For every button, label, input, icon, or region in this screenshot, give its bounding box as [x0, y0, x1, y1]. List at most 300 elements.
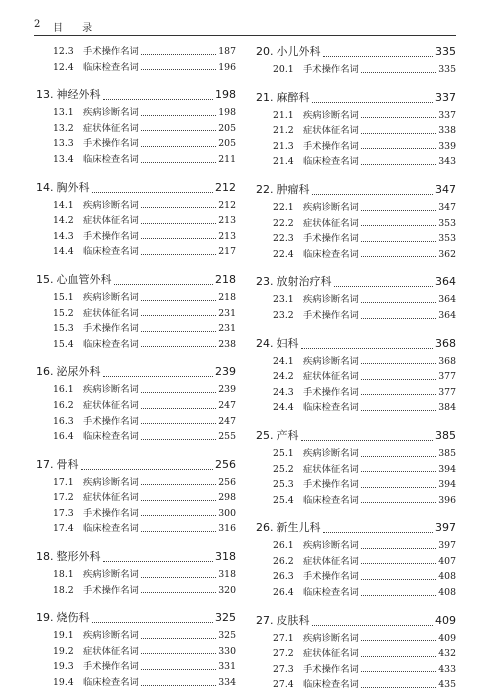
- dot-leader: [141, 237, 216, 239]
- toc-section-heading[interactable]: [36, 456, 236, 474]
- entry-label: 临床检查名词: [83, 338, 139, 350]
- entry-page-number: 205: [218, 138, 236, 150]
- toc-entry[interactable]: [256, 492, 456, 508]
- entry-page-number: 196: [218, 61, 236, 73]
- entry-number: 19.4: [53, 677, 74, 689]
- dot-leader: [323, 55, 434, 57]
- entry-number: 14.2: [53, 215, 74, 227]
- toc-entry[interactable]: [256, 61, 456, 77]
- entry-page-number: 384: [438, 402, 456, 414]
- toc-entry[interactable]: [36, 643, 236, 659]
- entry-number: 24.3: [273, 386, 294, 398]
- toc-entry[interactable]: [36, 59, 236, 75]
- dot-leader: [141, 483, 216, 485]
- section-number: 18.: [36, 550, 54, 564]
- entry-number: 20.1: [273, 64, 294, 75]
- dot-leader: [361, 240, 436, 242]
- entry-page-number: 385: [438, 447, 456, 459]
- entry-number: 26.3: [273, 571, 294, 583]
- dot-leader: [361, 501, 436, 503]
- entry-label: 手术操作名词: [83, 46, 139, 57]
- toc-entry[interactable]: [36, 428, 236, 444]
- toc-section-heading[interactable]: [36, 86, 236, 104]
- dot-leader: [141, 530, 216, 532]
- entry-page-number: 238: [218, 338, 236, 350]
- entry-page-number: 335: [438, 64, 456, 75]
- dot-leader: [92, 191, 214, 193]
- dot-leader: [323, 531, 434, 533]
- toc-entry[interactable]: [256, 630, 456, 646]
- entry-label: 手术操作名词: [83, 661, 139, 673]
- entry-label: 疾病诊断名词: [83, 476, 139, 488]
- entry-page-number: 256: [218, 476, 236, 488]
- section-title: 胸外科: [56, 180, 90, 194]
- dot-leader: [141, 345, 216, 347]
- entry-label: 手术操作名词: [303, 571, 359, 583]
- toc-section: [256, 43, 456, 77]
- dot-leader: [361, 547, 436, 549]
- entry-page-number: 247: [218, 399, 236, 411]
- dot-leader: [141, 114, 216, 116]
- entry-label: 疾病诊断名词: [83, 199, 139, 211]
- entry-number: 25.4: [273, 494, 294, 506]
- entry-page-number: 187: [218, 46, 236, 57]
- entry-number: 21.1: [273, 109, 294, 121]
- toc-section: [256, 89, 456, 169]
- dot-leader: [141, 145, 216, 147]
- dot-leader: [92, 621, 214, 623]
- toc-section: [36, 456, 236, 536]
- entry-number: 16.3: [53, 415, 74, 427]
- dot-leader: [361, 470, 436, 472]
- dot-leader: [141, 514, 216, 516]
- toc-entry[interactable]: [256, 368, 456, 384]
- entry-label: 症状体征名词: [83, 122, 139, 134]
- dot-leader: [81, 468, 214, 470]
- entry-page-number: 377: [438, 371, 456, 383]
- entry-label: 症状体征名词: [83, 645, 139, 657]
- entry-page-number: 231: [218, 307, 236, 319]
- entry-label: 临床检查名词: [83, 677, 139, 689]
- entry-label: 疾病诊断名词: [83, 569, 139, 581]
- section-number: 16.: [36, 365, 54, 379]
- dot-leader: [103, 375, 214, 377]
- toc-entry[interactable]: [36, 305, 236, 321]
- entry-number: 16.2: [53, 399, 74, 411]
- entry-label: 手术操作名词: [83, 230, 139, 242]
- entry-number: 22.3: [273, 233, 294, 245]
- entry-label: 手术操作名词: [303, 479, 359, 491]
- toc-entry[interactable]: [36, 566, 236, 582]
- dot-leader: [361, 301, 436, 303]
- toc-entry[interactable]: [36, 658, 236, 674]
- entry-number: 15.4: [53, 338, 74, 350]
- toc-entry[interactable]: [36, 320, 236, 336]
- dot-leader: [361, 224, 436, 226]
- toc-section: [36, 548, 236, 597]
- entry-label: 临床检查名词: [303, 494, 359, 506]
- section-number: 21.: [256, 90, 274, 104]
- entry-number: 17.1: [53, 476, 74, 488]
- entry-number: 12.3: [53, 46, 74, 57]
- dot-leader: [141, 591, 216, 593]
- entry-page-number: 212: [218, 199, 236, 211]
- dot-leader: [361, 686, 436, 688]
- section-title: 心血管外科: [56, 272, 112, 286]
- entry-page-number: 347: [438, 201, 456, 213]
- dot-leader: [361, 362, 436, 364]
- toc-entry[interactable]: [256, 199, 456, 215]
- toc-entry[interactable]: [256, 661, 456, 677]
- entry-label: 临床检查名词: [303, 248, 359, 260]
- section-page-number: 325: [215, 611, 236, 625]
- section-title: 放射治疗科: [276, 275, 332, 289]
- toc-entry[interactable]: [36, 104, 236, 120]
- entry-number: 21.2: [273, 125, 294, 137]
- toc-entry[interactable]: [36, 197, 236, 213]
- entry-number: 13.1: [53, 107, 74, 119]
- entry-label: 手术操作名词: [303, 140, 359, 152]
- entry-number: 27.1: [273, 632, 294, 644]
- section-page-number: 212: [215, 180, 236, 194]
- entry-page-number: 231: [218, 323, 236, 335]
- dot-leader: [141, 314, 216, 316]
- toc-section: [256, 181, 456, 261]
- entry-label: 疾病诊断名词: [303, 447, 359, 459]
- section-number: 17.: [36, 457, 54, 471]
- entry-page-number: 407: [438, 555, 456, 567]
- toc-entry[interactable]: [256, 584, 456, 600]
- entry-label: 疾病诊断名词: [303, 109, 359, 121]
- dot-leader: [141, 637, 216, 639]
- section-number: 22.: [256, 182, 274, 196]
- section-title: 肿瘤科: [276, 182, 310, 196]
- toc-entry[interactable]: [36, 212, 236, 228]
- dot-leader: [312, 101, 434, 103]
- toc-entry[interactable]: [36, 520, 236, 536]
- entry-page-number: 394: [438, 463, 456, 475]
- entry-label: 临床检查名词: [83, 431, 139, 443]
- entry-label: 手术操作名词: [83, 415, 139, 427]
- dot-leader: [361, 486, 436, 488]
- entry-page-number: 330: [218, 645, 236, 657]
- entry-number: 14.3: [53, 230, 74, 242]
- entry-page-number: 338: [438, 125, 456, 137]
- section-number: 24.: [256, 336, 274, 350]
- section-number: 14.: [36, 180, 54, 194]
- dot-leader: [141, 53, 216, 55]
- toc-entry[interactable]: [256, 291, 456, 307]
- toc-section: [36, 43, 236, 74]
- entry-page-number: 320: [218, 584, 236, 596]
- toc-right-column: [256, 43, 456, 692]
- dot-leader: [141, 68, 216, 70]
- entry-number: 21.3: [273, 140, 294, 152]
- section-number: 19.: [36, 611, 54, 625]
- section-number: 13.: [36, 88, 54, 102]
- dot-leader: [361, 317, 436, 319]
- dot-leader: [103, 560, 214, 562]
- toc-entry[interactable]: [36, 243, 236, 259]
- toc-section: [256, 612, 456, 692]
- entry-page-number: 364: [438, 309, 456, 321]
- dot-leader: [312, 193, 434, 195]
- toc-entry[interactable]: [256, 230, 456, 246]
- section-title: 烧伤科: [56, 611, 90, 625]
- toc-section-heading[interactable]: [36, 548, 236, 566]
- section-title: 皮肤科: [276, 613, 310, 627]
- entry-label: 症状体征名词: [83, 492, 139, 504]
- entry-number: 26.4: [273, 587, 294, 599]
- entry-page-number: 325: [218, 630, 236, 642]
- entry-page-number: 343: [438, 156, 456, 168]
- dot-leader: [141, 391, 216, 393]
- entry-number: 16.4: [53, 431, 74, 443]
- entry-label: 手术操作名词: [303, 386, 359, 398]
- toc-section: [36, 363, 236, 443]
- section-title: 产科: [276, 428, 299, 442]
- dot-leader: [301, 347, 434, 349]
- toc-section: [36, 179, 236, 259]
- dot-leader: [114, 283, 214, 285]
- toc-section-heading[interactable]: [256, 89, 456, 107]
- toc-entry[interactable]: [256, 537, 456, 553]
- toc-entry[interactable]: [36, 43, 236, 59]
- section-number: 27.: [256, 613, 274, 627]
- entry-label: 手术操作名词: [303, 309, 359, 321]
- toc-entry[interactable]: [36, 151, 236, 167]
- toc-entry[interactable]: [256, 384, 456, 400]
- toc-entry[interactable]: [256, 246, 456, 262]
- section-page-number: 318: [215, 550, 236, 564]
- entry-number: 19.3: [53, 661, 74, 673]
- toc-section: [36, 86, 236, 166]
- entry-page-number: 353: [438, 217, 456, 229]
- toc-entry[interactable]: [36, 489, 236, 505]
- dot-leader: [361, 116, 436, 118]
- toc-entry[interactable]: [256, 553, 456, 569]
- dot-leader: [361, 147, 436, 149]
- section-page-number: 385: [435, 428, 456, 442]
- toc-entry[interactable]: [36, 413, 236, 429]
- entry-page-number: 218: [218, 291, 236, 303]
- entry-label: 临床检查名词: [83, 61, 139, 73]
- entry-label: 症状体征名词: [303, 371, 359, 383]
- entry-number: 15.3: [53, 323, 74, 335]
- entry-label: 疾病诊断名词: [83, 384, 139, 396]
- toc-section-heading[interactable]: [256, 273, 456, 291]
- dot-leader: [141, 668, 216, 670]
- page-title: 目 录: [53, 23, 101, 34]
- toc-section-heading[interactable]: [36, 363, 236, 381]
- dot-leader: [141, 161, 216, 163]
- toc-section: [256, 427, 456, 507]
- entry-number: 14.1: [53, 199, 74, 211]
- entry-number: 24.2: [273, 371, 294, 383]
- toc-entry[interactable]: [36, 582, 236, 598]
- section-number: 23.: [256, 275, 274, 289]
- toc-entry[interactable]: [36, 289, 236, 305]
- toc-entry[interactable]: [36, 381, 236, 397]
- entry-page-number: 433: [438, 663, 456, 675]
- toc-entry[interactable]: [36, 474, 236, 490]
- entry-number: 24.1: [273, 355, 294, 367]
- toc-section-heading[interactable]: [256, 612, 456, 630]
- entry-label: 手术操作名词: [83, 584, 139, 596]
- entry-number: 15.1: [53, 291, 74, 303]
- entry-label: 手术操作名词: [83, 138, 139, 150]
- entry-number: 13.2: [53, 122, 74, 134]
- toc-entry[interactable]: [256, 568, 456, 584]
- toc-entry[interactable]: [36, 397, 236, 413]
- toc-entry[interactable]: [36, 674, 236, 690]
- entry-label: 手术操作名词: [83, 507, 139, 519]
- toc-entry[interactable]: [256, 107, 456, 123]
- dot-leader: [361, 163, 436, 165]
- entry-page-number: 408: [438, 587, 456, 599]
- toc-entry[interactable]: [256, 122, 456, 138]
- entry-label: 疾病诊断名词: [303, 201, 359, 213]
- toc-section-heading[interactable]: [36, 271, 236, 289]
- section-number: 15.: [36, 272, 54, 286]
- toc-section: [36, 609, 236, 689]
- toc-section-heading[interactable]: [36, 609, 236, 627]
- entry-label: 症状体征名词: [303, 125, 359, 137]
- section-title: 神经外科: [56, 88, 101, 102]
- entry-label: 疾病诊断名词: [303, 355, 359, 367]
- entry-number: 27.2: [273, 648, 294, 660]
- entry-number: 25.1: [273, 447, 294, 459]
- entry-number: 15.2: [53, 307, 74, 319]
- section-page-number: 239: [215, 365, 236, 379]
- entry-label: 症状体征名词: [303, 217, 359, 229]
- section-title: 小儿外科: [276, 45, 321, 58]
- entry-label: 疾病诊断名词: [303, 632, 359, 644]
- entry-number: 22.2: [273, 217, 294, 229]
- toc-section-heading[interactable]: [256, 427, 456, 445]
- entry-number: 17.3: [53, 507, 74, 519]
- section-page-number: 347: [435, 182, 456, 196]
- section-title: 麻醉科: [276, 90, 310, 104]
- entry-label: 症状体征名词: [83, 215, 139, 227]
- entry-page-number: 255: [218, 431, 236, 443]
- section-title: 骨科: [56, 457, 79, 471]
- toc-entry[interactable]: [256, 353, 456, 369]
- dot-leader: [334, 285, 434, 287]
- toc-entry[interactable]: [36, 505, 236, 521]
- section-number: 25.: [256, 428, 274, 442]
- entry-label: 疾病诊断名词: [83, 630, 139, 642]
- section-page-number: 335: [435, 45, 456, 58]
- dot-leader: [361, 655, 436, 657]
- entry-label: 症状体征名词: [83, 307, 139, 319]
- entry-page-number: 362: [438, 248, 456, 260]
- entry-page-number: 353: [438, 233, 456, 245]
- dot-leader: [141, 652, 216, 654]
- dot-leader: [141, 684, 216, 686]
- dot-leader: [141, 438, 216, 440]
- entry-label: 手术操作名词: [83, 323, 139, 335]
- toc-left-column: [36, 43, 236, 690]
- toc-entry[interactable]: [256, 461, 456, 477]
- toc-entry[interactable]: [36, 120, 236, 136]
- toc-entry[interactable]: [36, 336, 236, 352]
- entry-number: 27.3: [273, 663, 294, 675]
- dot-leader: [141, 407, 216, 409]
- entry-label: 疾病诊断名词: [83, 107, 139, 119]
- entry-page-number: 397: [438, 540, 456, 552]
- dot-leader: [361, 409, 436, 411]
- entry-label: 症状体征名词: [83, 399, 139, 411]
- dot-leader: [301, 439, 434, 441]
- section-number: 20.: [256, 45, 274, 58]
- entry-label: 疾病诊断名词: [303, 540, 359, 552]
- toc-section: [256, 519, 456, 599]
- dot-leader: [361, 132, 436, 134]
- entry-page-number: 368: [438, 355, 456, 367]
- entry-number: 25.3: [273, 479, 294, 491]
- toc-entry[interactable]: [36, 135, 236, 151]
- entry-page-number: 377: [438, 386, 456, 398]
- section-title: 妇科: [276, 336, 299, 350]
- entry-number: 14.4: [53, 246, 74, 258]
- entry-page-number: 239: [218, 384, 236, 396]
- toc-entry[interactable]: [256, 676, 456, 692]
- toc-section-heading[interactable]: [256, 181, 456, 199]
- toc-section-heading[interactable]: [256, 519, 456, 537]
- toc-entry[interactable]: [36, 627, 236, 643]
- entry-page-number: 213: [218, 215, 236, 227]
- entry-number: 24.4: [273, 402, 294, 414]
- entry-number: 21.4: [273, 156, 294, 168]
- dot-leader: [361, 209, 436, 211]
- toc-section-heading[interactable]: [256, 43, 456, 61]
- entry-page-number: 316: [218, 523, 236, 535]
- entry-label: 临床检查名词: [303, 679, 359, 691]
- toc-entry[interactable]: [256, 445, 456, 461]
- toc-section-heading[interactable]: [36, 179, 236, 197]
- entry-page-number: 364: [438, 294, 456, 306]
- entry-page-number: 318: [218, 569, 236, 581]
- dot-leader: [141, 222, 216, 224]
- entry-number: 13.3: [53, 138, 74, 150]
- entry-number: 19.2: [53, 645, 74, 657]
- toc-entry[interactable]: [256, 399, 456, 415]
- entry-label: 症状体征名词: [303, 463, 359, 475]
- dot-leader: [141, 330, 216, 332]
- toc-entry[interactable]: [36, 228, 236, 244]
- toc-section-heading[interactable]: [256, 335, 456, 353]
- entry-label: 临床检查名词: [303, 156, 359, 168]
- entry-label: 手术操作名词: [303, 663, 359, 675]
- toc-entry[interactable]: [256, 138, 456, 154]
- toc-entry[interactable]: [256, 307, 456, 323]
- entry-number: 26.1: [273, 540, 294, 552]
- dot-leader: [141, 499, 216, 501]
- toc-entry[interactable]: [256, 215, 456, 231]
- entry-label: 临床检查名词: [83, 246, 139, 258]
- entry-label: 症状体征名词: [303, 555, 359, 567]
- entry-number: 17.2: [53, 492, 74, 504]
- toc-entry[interactable]: [256, 153, 456, 169]
- toc-entry[interactable]: [256, 645, 456, 661]
- entry-label: 疾病诊断名词: [303, 294, 359, 306]
- toc-entry[interactable]: [256, 476, 456, 492]
- dot-leader: [141, 422, 216, 424]
- entry-label: 临床检查名词: [303, 587, 359, 599]
- entry-number: 18.1: [53, 569, 74, 581]
- entry-page-number: 409: [438, 632, 456, 644]
